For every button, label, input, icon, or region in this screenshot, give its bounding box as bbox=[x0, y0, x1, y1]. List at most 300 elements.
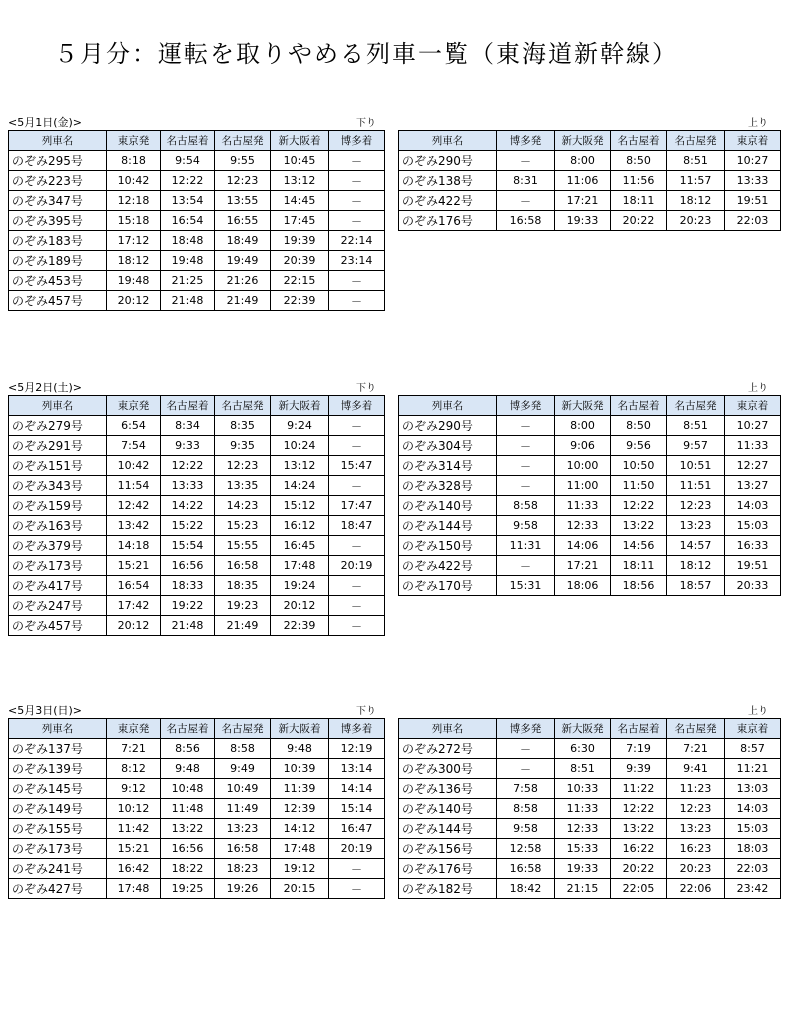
time-cell: － bbox=[497, 476, 555, 496]
train-name-cell: のぞみ144号 bbox=[399, 819, 497, 839]
time-cell: － bbox=[329, 291, 385, 311]
time-cell: － bbox=[329, 596, 385, 616]
table-row bbox=[9, 596, 385, 616]
time-cell: 15:14 bbox=[329, 799, 385, 819]
time-cell: 13:12 bbox=[271, 456, 329, 476]
time-cell: 14:12 bbox=[271, 819, 329, 839]
time-cell: 15:18 bbox=[107, 211, 161, 231]
train-name-cell: のぞみ279号 bbox=[9, 416, 107, 436]
column-header: 名古屋着 bbox=[611, 396, 667, 416]
train-name-cell: のぞみ149号 bbox=[9, 799, 107, 819]
time-cell: 20:22 bbox=[611, 859, 667, 879]
time-cell: 10:12 bbox=[107, 799, 161, 819]
time-cell: － bbox=[497, 739, 555, 759]
time-cell: 22:14 bbox=[329, 231, 385, 251]
column-header: 新大阪発 bbox=[555, 396, 611, 416]
page-title: ５月分：運転を取りやめる列車一覧（東海道新幹線） bbox=[54, 40, 678, 68]
table-row bbox=[9, 211, 385, 231]
column-header: 東京発 bbox=[107, 396, 161, 416]
time-cell: 6:30 bbox=[555, 739, 611, 759]
time-cell: 16:58 bbox=[215, 556, 271, 576]
train-name-cell: のぞみ176号 bbox=[399, 211, 497, 231]
time-cell: 12:23 bbox=[215, 171, 271, 191]
time-cell: － bbox=[329, 536, 385, 556]
time-cell: 17:21 bbox=[555, 556, 611, 576]
time-cell: 13:03 bbox=[725, 779, 781, 799]
train-name-cell: のぞみ223号 bbox=[9, 171, 107, 191]
down-train-table bbox=[8, 130, 385, 311]
table-row bbox=[9, 556, 385, 576]
time-cell: 19:23 bbox=[215, 596, 271, 616]
time-cell: 11:31 bbox=[497, 536, 555, 556]
time-cell: 9:54 bbox=[161, 151, 215, 171]
time-cell: 9:48 bbox=[161, 759, 215, 779]
time-cell: 9:12 bbox=[107, 779, 161, 799]
time-cell: 17:48 bbox=[271, 839, 329, 859]
time-cell: 16:45 bbox=[271, 536, 329, 556]
column-header: 東京発 bbox=[107, 131, 161, 151]
time-cell: 18:33 bbox=[161, 576, 215, 596]
column-header: 列車名 bbox=[399, 719, 497, 739]
column-header: 列車名 bbox=[9, 719, 107, 739]
column-header: 博多発 bbox=[497, 131, 555, 151]
time-cell: 12:22 bbox=[161, 456, 215, 476]
time-cell: － bbox=[329, 436, 385, 456]
time-cell: 16:22 bbox=[611, 839, 667, 859]
table-header-row bbox=[9, 719, 385, 739]
table-row bbox=[9, 536, 385, 556]
column-header: 博多発 bbox=[497, 719, 555, 739]
time-cell: 10:42 bbox=[107, 456, 161, 476]
column-header: 東京着 bbox=[725, 396, 781, 416]
column-header: 名古屋発 bbox=[215, 396, 271, 416]
table-row bbox=[399, 516, 781, 536]
time-cell: 15:54 bbox=[161, 536, 215, 556]
time-cell: 21:49 bbox=[215, 291, 271, 311]
time-cell: 13:23 bbox=[667, 819, 725, 839]
time-cell: 16:58 bbox=[497, 859, 555, 879]
time-cell: 19:39 bbox=[271, 231, 329, 251]
column-header: 名古屋発 bbox=[667, 719, 725, 739]
table-row bbox=[399, 416, 781, 436]
time-cell: 18:11 bbox=[611, 556, 667, 576]
train-name-cell: のぞみ136号 bbox=[399, 779, 497, 799]
time-cell: 12:58 bbox=[497, 839, 555, 859]
time-cell: 13:22 bbox=[161, 819, 215, 839]
time-cell: 11:23 bbox=[667, 779, 725, 799]
time-cell: － bbox=[329, 616, 385, 636]
time-cell: 20:19 bbox=[329, 839, 385, 859]
time-cell: 18:35 bbox=[215, 576, 271, 596]
time-cell: 6:54 bbox=[107, 416, 161, 436]
time-cell: － bbox=[497, 416, 555, 436]
train-name-cell: のぞみ182号 bbox=[399, 879, 497, 899]
time-cell: 15:22 bbox=[161, 516, 215, 536]
time-cell: 17:21 bbox=[555, 191, 611, 211]
time-cell: 17:12 bbox=[107, 231, 161, 251]
time-cell: 10:33 bbox=[555, 779, 611, 799]
time-cell: 21:15 bbox=[555, 879, 611, 899]
time-cell: 21:25 bbox=[161, 271, 215, 291]
time-cell: 12:19 bbox=[329, 739, 385, 759]
time-cell: 12:42 bbox=[107, 496, 161, 516]
time-cell: 13:14 bbox=[329, 759, 385, 779]
time-cell: 14:18 bbox=[107, 536, 161, 556]
train-name-cell: のぞみ457号 bbox=[9, 291, 107, 311]
time-cell: － bbox=[329, 576, 385, 596]
train-name-cell: のぞみ173号 bbox=[9, 556, 107, 576]
time-cell: 12:27 bbox=[725, 456, 781, 476]
time-cell: 18:22 bbox=[161, 859, 215, 879]
time-cell: 8:31 bbox=[497, 171, 555, 191]
train-name-cell: のぞみ422号 bbox=[399, 556, 497, 576]
column-header: 列車名 bbox=[9, 131, 107, 151]
time-cell: － bbox=[497, 151, 555, 171]
time-cell: － bbox=[329, 271, 385, 291]
up-train-table bbox=[398, 718, 781, 899]
time-cell: 18:06 bbox=[555, 576, 611, 596]
time-cell: － bbox=[497, 436, 555, 456]
direction-label-down: 下り bbox=[356, 383, 376, 394]
time-cell: 17:48 bbox=[107, 879, 161, 899]
time-cell: 10:42 bbox=[107, 171, 161, 191]
time-cell: 14:14 bbox=[329, 779, 385, 799]
time-cell: 19:49 bbox=[215, 251, 271, 271]
time-cell: 21:49 bbox=[215, 616, 271, 636]
table-row bbox=[399, 859, 781, 879]
direction-label-down: 下り bbox=[356, 706, 376, 717]
table-row bbox=[399, 759, 781, 779]
train-name-cell: のぞみ189号 bbox=[9, 251, 107, 271]
column-header: 名古屋発 bbox=[667, 396, 725, 416]
time-cell: 8:58 bbox=[215, 739, 271, 759]
time-cell: 7:21 bbox=[107, 739, 161, 759]
time-cell: 16:55 bbox=[215, 211, 271, 231]
time-cell: 19:22 bbox=[161, 596, 215, 616]
table-header-row bbox=[399, 719, 781, 739]
time-cell: 16:47 bbox=[329, 819, 385, 839]
train-name-cell: のぞみ156号 bbox=[399, 839, 497, 859]
time-cell: － bbox=[329, 416, 385, 436]
table-row bbox=[399, 536, 781, 556]
time-cell: 18:42 bbox=[497, 879, 555, 899]
time-cell: 9:58 bbox=[497, 819, 555, 839]
column-header: 名古屋着 bbox=[611, 719, 667, 739]
column-header: 名古屋着 bbox=[611, 131, 667, 151]
time-cell: 13:33 bbox=[725, 171, 781, 191]
time-cell: 9:24 bbox=[271, 416, 329, 436]
time-cell: 12:33 bbox=[555, 516, 611, 536]
table-row bbox=[9, 456, 385, 476]
time-cell: 10:45 bbox=[271, 151, 329, 171]
time-cell: 18:12 bbox=[667, 191, 725, 211]
date-label: <5月2日(土)> bbox=[8, 381, 83, 394]
time-cell: 20:23 bbox=[667, 211, 725, 231]
time-cell: 8:58 bbox=[497, 496, 555, 516]
time-cell: 14:24 bbox=[271, 476, 329, 496]
train-name-cell: のぞみ343号 bbox=[9, 476, 107, 496]
time-cell: 8:50 bbox=[611, 151, 667, 171]
up-train-table bbox=[398, 130, 781, 231]
table-row bbox=[9, 291, 385, 311]
train-name-cell: のぞみ137号 bbox=[9, 739, 107, 759]
time-cell: 20:33 bbox=[725, 576, 781, 596]
time-cell: 10:00 bbox=[555, 456, 611, 476]
time-cell: 8:34 bbox=[161, 416, 215, 436]
column-header: 新大阪着 bbox=[271, 719, 329, 739]
time-cell: 16:23 bbox=[667, 839, 725, 859]
time-cell: 14:23 bbox=[215, 496, 271, 516]
train-name-cell: のぞみ427号 bbox=[9, 879, 107, 899]
time-cell: 9:56 bbox=[611, 436, 667, 456]
time-cell: 11:42 bbox=[107, 819, 161, 839]
time-cell: 11:49 bbox=[215, 799, 271, 819]
table-header-row bbox=[399, 131, 781, 151]
time-cell: 21:48 bbox=[161, 616, 215, 636]
train-name-cell: のぞみ304号 bbox=[399, 436, 497, 456]
time-cell: 11:21 bbox=[725, 759, 781, 779]
time-cell: 12:33 bbox=[555, 819, 611, 839]
time-cell: 12:23 bbox=[667, 799, 725, 819]
time-cell: 15:33 bbox=[555, 839, 611, 859]
time-cell: 12:23 bbox=[215, 456, 271, 476]
time-cell: 14:56 bbox=[611, 536, 667, 556]
time-cell: 11:39 bbox=[271, 779, 329, 799]
direction-label-up: 上り bbox=[748, 383, 768, 394]
time-cell: 18:12 bbox=[107, 251, 161, 271]
column-header: 博多発 bbox=[497, 396, 555, 416]
time-cell: 16:54 bbox=[161, 211, 215, 231]
time-cell: 9:57 bbox=[667, 436, 725, 456]
train-name-cell: のぞみ291号 bbox=[9, 436, 107, 456]
column-header: 列車名 bbox=[399, 131, 497, 151]
time-cell: 15:21 bbox=[107, 556, 161, 576]
table-row bbox=[9, 476, 385, 496]
train-name-cell: のぞみ328号 bbox=[399, 476, 497, 496]
train-name-cell: のぞみ163号 bbox=[9, 516, 107, 536]
time-cell: 8:51 bbox=[667, 151, 725, 171]
time-cell: － bbox=[497, 191, 555, 211]
table-row bbox=[9, 839, 385, 859]
time-cell: 14:03 bbox=[725, 799, 781, 819]
column-header: 博多着 bbox=[329, 719, 385, 739]
time-cell: 19:48 bbox=[161, 251, 215, 271]
time-cell: 17:45 bbox=[271, 211, 329, 231]
column-header: 名古屋発 bbox=[667, 131, 725, 151]
up-train-table bbox=[398, 395, 781, 596]
time-cell: 18:48 bbox=[161, 231, 215, 251]
time-cell: － bbox=[329, 476, 385, 496]
table-header-row bbox=[399, 396, 781, 416]
train-name-cell: のぞみ173号 bbox=[9, 839, 107, 859]
time-cell: 15:31 bbox=[497, 576, 555, 596]
time-cell: 8:00 bbox=[555, 416, 611, 436]
train-name-cell: のぞみ145号 bbox=[9, 779, 107, 799]
column-header: 列車名 bbox=[9, 396, 107, 416]
column-header: 東京着 bbox=[725, 131, 781, 151]
time-cell: 15:21 bbox=[107, 839, 161, 859]
train-name-cell: のぞみ453号 bbox=[9, 271, 107, 291]
time-cell: 8:57 bbox=[725, 739, 781, 759]
time-cell: － bbox=[329, 171, 385, 191]
time-cell: 9:58 bbox=[497, 516, 555, 536]
table-row bbox=[9, 616, 385, 636]
table-row bbox=[9, 759, 385, 779]
time-cell: 15:12 bbox=[271, 496, 329, 516]
time-cell: 14:45 bbox=[271, 191, 329, 211]
train-name-cell: のぞみ247号 bbox=[9, 596, 107, 616]
time-cell: 12:22 bbox=[161, 171, 215, 191]
time-cell: 22:05 bbox=[611, 879, 667, 899]
table-row bbox=[9, 516, 385, 536]
time-cell: 14:57 bbox=[667, 536, 725, 556]
column-header: 博多着 bbox=[329, 396, 385, 416]
time-cell: 13:35 bbox=[215, 476, 271, 496]
time-cell: 14:22 bbox=[161, 496, 215, 516]
time-cell: 15:47 bbox=[329, 456, 385, 476]
time-cell: 13:12 bbox=[271, 171, 329, 191]
time-cell: 18:03 bbox=[725, 839, 781, 859]
train-name-cell: のぞみ314号 bbox=[399, 456, 497, 476]
time-cell: 21:48 bbox=[161, 291, 215, 311]
table-row bbox=[9, 251, 385, 271]
table-row bbox=[399, 799, 781, 819]
time-cell: 13:54 bbox=[161, 191, 215, 211]
table-row bbox=[9, 496, 385, 516]
time-cell: 15:23 bbox=[215, 516, 271, 536]
time-cell: 20:12 bbox=[107, 291, 161, 311]
train-name-cell: のぞみ155号 bbox=[9, 819, 107, 839]
time-cell: 18:12 bbox=[667, 556, 725, 576]
table-row bbox=[399, 819, 781, 839]
train-name-cell: のぞみ422号 bbox=[399, 191, 497, 211]
time-cell: 18:11 bbox=[611, 191, 667, 211]
time-cell: 9:55 bbox=[215, 151, 271, 171]
column-header: 名古屋発 bbox=[215, 131, 271, 151]
table-row bbox=[9, 191, 385, 211]
column-header: 名古屋着 bbox=[161, 719, 215, 739]
train-name-cell: のぞみ290号 bbox=[399, 151, 497, 171]
time-cell: 10:39 bbox=[271, 759, 329, 779]
time-cell: － bbox=[329, 191, 385, 211]
table-row bbox=[9, 151, 385, 171]
table-row bbox=[399, 476, 781, 496]
time-cell: 9:39 bbox=[611, 759, 667, 779]
time-cell: 15:03 bbox=[725, 819, 781, 839]
table-row bbox=[399, 171, 781, 191]
time-cell: 12:18 bbox=[107, 191, 161, 211]
time-cell: 8:51 bbox=[555, 759, 611, 779]
table-row bbox=[399, 151, 781, 171]
time-cell: 16:33 bbox=[725, 536, 781, 556]
time-cell: 9:33 bbox=[161, 436, 215, 456]
date-label: <5月1日(金)> bbox=[8, 116, 83, 129]
train-name-cell: のぞみ140号 bbox=[399, 496, 497, 516]
table-row bbox=[9, 436, 385, 456]
time-cell: 20:15 bbox=[271, 879, 329, 899]
time-cell: 11:56 bbox=[611, 171, 667, 191]
time-cell: 7:21 bbox=[667, 739, 725, 759]
time-cell: 10:50 bbox=[611, 456, 667, 476]
time-cell: 20:12 bbox=[107, 616, 161, 636]
time-cell: 8:12 bbox=[107, 759, 161, 779]
time-cell: 11:22 bbox=[611, 779, 667, 799]
train-name-cell: のぞみ272号 bbox=[399, 739, 497, 759]
time-cell: 23:42 bbox=[725, 879, 781, 899]
train-name-cell: のぞみ241号 bbox=[9, 859, 107, 879]
table-row bbox=[9, 879, 385, 899]
time-cell: 11:54 bbox=[107, 476, 161, 496]
time-cell: 11:33 bbox=[725, 436, 781, 456]
table-row bbox=[399, 739, 781, 759]
time-cell: 8:51 bbox=[667, 416, 725, 436]
time-cell: 13:22 bbox=[611, 819, 667, 839]
down-train-table bbox=[8, 395, 385, 636]
time-cell: 16:12 bbox=[271, 516, 329, 536]
time-cell: 19:51 bbox=[725, 556, 781, 576]
time-cell: 19:24 bbox=[271, 576, 329, 596]
column-header: 博多着 bbox=[329, 131, 385, 151]
direction-label-up: 上り bbox=[748, 118, 768, 129]
train-name-cell: のぞみ457号 bbox=[9, 616, 107, 636]
train-name-cell: のぞみ140号 bbox=[399, 799, 497, 819]
time-cell: 9:41 bbox=[667, 759, 725, 779]
table-row bbox=[9, 859, 385, 879]
time-cell: 12:39 bbox=[271, 799, 329, 819]
table-row bbox=[9, 819, 385, 839]
time-cell: 16:42 bbox=[107, 859, 161, 879]
time-cell: 18:56 bbox=[611, 576, 667, 596]
time-cell: 11:06 bbox=[555, 171, 611, 191]
time-cell: 19:48 bbox=[107, 271, 161, 291]
time-cell: 13:42 bbox=[107, 516, 161, 536]
time-cell: 17:42 bbox=[107, 596, 161, 616]
table-row bbox=[9, 739, 385, 759]
time-cell: 18:57 bbox=[667, 576, 725, 596]
time-cell: 16:56 bbox=[161, 556, 215, 576]
time-cell: 13:23 bbox=[215, 819, 271, 839]
time-cell: 19:33 bbox=[555, 859, 611, 879]
time-cell: 10:48 bbox=[161, 779, 215, 799]
column-header: 新大阪着 bbox=[271, 131, 329, 151]
time-cell: 13:55 bbox=[215, 191, 271, 211]
time-cell: 17:48 bbox=[271, 556, 329, 576]
time-cell: 7:58 bbox=[497, 779, 555, 799]
time-cell: 10:24 bbox=[271, 436, 329, 456]
train-name-cell: のぞみ151号 bbox=[9, 456, 107, 476]
time-cell: － bbox=[497, 456, 555, 476]
column-header: 新大阪発 bbox=[555, 719, 611, 739]
time-cell: 21:26 bbox=[215, 271, 271, 291]
train-name-cell: のぞみ295号 bbox=[9, 151, 107, 171]
time-cell: 14:03 bbox=[725, 496, 781, 516]
train-name-cell: のぞみ144号 bbox=[399, 516, 497, 536]
column-header: 新大阪発 bbox=[555, 131, 611, 151]
time-cell: 22:03 bbox=[725, 859, 781, 879]
column-header: 列車名 bbox=[399, 396, 497, 416]
table-row bbox=[399, 839, 781, 859]
table-row bbox=[9, 231, 385, 251]
time-cell: 20:22 bbox=[611, 211, 667, 231]
time-cell: 11:51 bbox=[667, 476, 725, 496]
table-row bbox=[9, 416, 385, 436]
time-cell: 17:47 bbox=[329, 496, 385, 516]
column-header: 新大阪着 bbox=[271, 396, 329, 416]
train-name-cell: のぞみ138号 bbox=[399, 171, 497, 191]
time-cell: 16:56 bbox=[161, 839, 215, 859]
time-cell: 9:35 bbox=[215, 436, 271, 456]
train-name-cell: のぞみ176号 bbox=[399, 859, 497, 879]
